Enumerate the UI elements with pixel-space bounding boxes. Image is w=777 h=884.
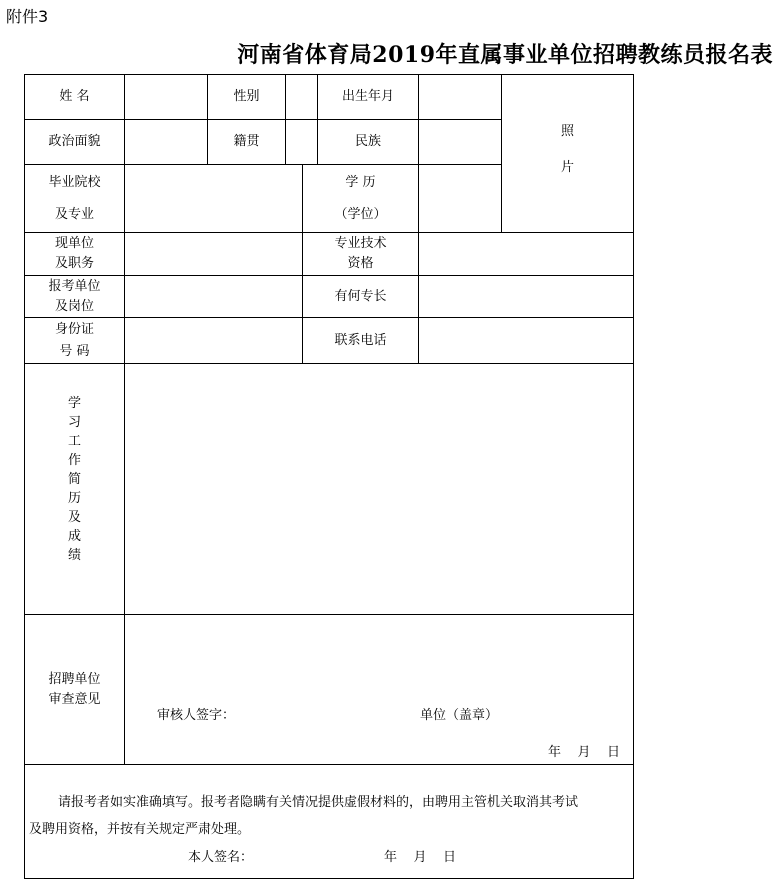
birth-date-field[interactable] [419,75,501,119]
resume-field[interactable] [125,364,633,614]
ethnicity-field[interactable] [419,120,501,164]
id-number-label-2: 号 码 [59,343,90,359]
attachment-label: 附件3 [6,7,49,26]
reviewer-signature-label: 审核人签字： [157,708,236,723]
qualification-label-1: 专业技术 [334,236,387,251]
current-unit-label-1: 现单位 [54,236,94,251]
self-signature-label: 本人签名： [188,850,254,865]
form-title: 河南省体育局2019年直属事业单位招聘教练员报名表 [237,42,773,68]
political-status-field[interactable] [125,120,207,164]
declaration-line-1: 请报考者如实准确填写。报考者隐瞒有关情况提供虚假材料的，由聘用主管机关取消其考试 [58,795,579,810]
review-label [25,615,124,764]
current-unit-field[interactable] [125,233,302,275]
applied-position-label [25,276,124,317]
phone-label: 联系电话 [334,332,387,348]
school-major-field[interactable] [125,165,302,232]
political-status-label: 政治面貌 [48,134,101,149]
id-number-field[interactable] [125,318,302,363]
native-place-field[interactable] [286,120,317,164]
education-label-1: 学 历 [345,174,376,190]
photo-box[interactable] [502,75,633,232]
unit-seal-label: 单位（盖章） [420,708,499,723]
applied-position-label-2: 及岗位 [54,298,94,314]
name-field[interactable] [125,75,207,119]
specialty-label: 有何专长 [334,288,387,304]
ethnicity-label: 民族 [354,134,381,149]
id-number-label [25,318,124,363]
current-unit-label-2: 及职务 [54,256,94,271]
rule-review [24,764,634,765]
specialty-field[interactable] [419,276,633,317]
school-major-label-2: 及专业 [54,206,94,222]
school-major-label [25,165,124,232]
self-signature-date: 年 月 日 [384,850,457,865]
current-unit-label [25,233,124,275]
applied-position-field[interactable] [125,276,302,317]
education-label [303,165,418,232]
phone-field[interactable] [419,318,633,363]
rule-right [633,74,634,879]
education-label-2: （学位） [334,206,387,222]
resume-label-text: 学习工作简历及成绩 [67,396,81,563]
registration-form [24,74,634,879]
photo-label-1: 照 [560,123,574,139]
qualification-label-2: 资格 [347,256,374,271]
name-label: 姓 名 [59,89,90,104]
gender-field[interactable] [286,75,317,119]
applied-position-label-1: 报考单位 [48,278,101,294]
review-label-1: 招聘单位 [48,671,101,687]
gender-label: 性别 [233,89,260,104]
native-place-label: 籍贯 [233,134,260,149]
education-field[interactable] [419,165,501,232]
qualification-label [303,233,418,275]
id-number-label-1: 身份证 [54,321,94,337]
review-label-2: 审查意见 [48,691,101,707]
birth-date-label: 出生年月 [341,89,394,104]
school-major-label-1: 毕业院校 [48,174,101,190]
review-date-label: 年 月 日 [548,745,621,760]
review-field[interactable] [125,615,633,764]
qualification-field[interactable] [419,233,633,275]
rule-bottom [24,878,634,879]
declaration-line-2: 及聘用资格，并按有关规定严肃处理。 [29,822,251,837]
resume-label [25,364,124,614]
photo-label-2: 片 [560,159,574,175]
